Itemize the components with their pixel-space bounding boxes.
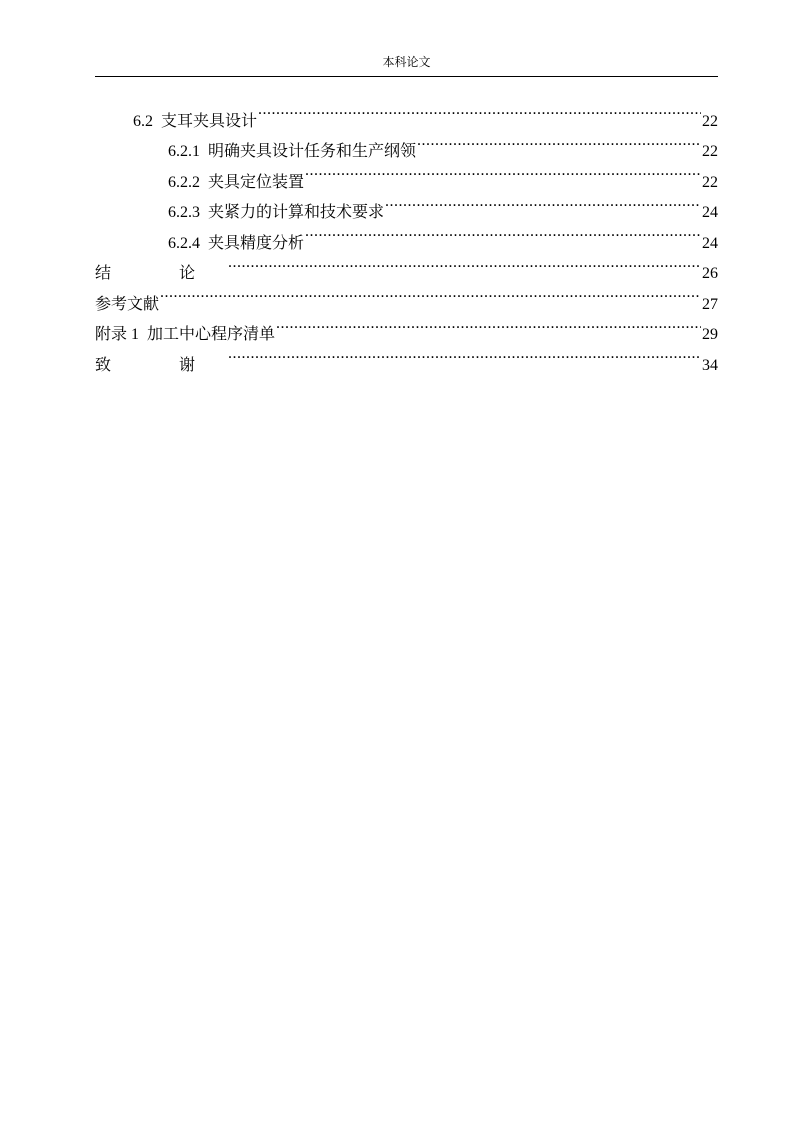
toc-entry-references[interactable] — [95, 278, 718, 313]
toc-entry-title: 支耳夹具设计 — [161, 112, 258, 130]
table-of-contents — [95, 95, 718, 374]
dot-leader — [228, 248, 701, 279]
toc-entry-6-2-2[interactable] — [95, 156, 718, 191]
dot-leader — [305, 156, 701, 187]
toc-entry-conclusion[interactable] — [95, 248, 718, 282]
toc-entry-6-2-4[interactable] — [95, 217, 718, 252]
toc-entry-number: 6.2 — [133, 112, 153, 130]
toc-entry-page: 24 — [702, 204, 718, 221]
dot-leader — [417, 126, 701, 157]
dot-leader — [385, 187, 701, 218]
toc-entry-page: 34 — [702, 356, 718, 374]
dot-leader — [258, 95, 701, 126]
toc-entry-6-2-3[interactable] — [95, 187, 718, 221]
toc-entry-title: 夹紧力的计算和技术要求 — [208, 204, 385, 221]
toc-entry-title: 夹具精度分析 — [208, 234, 305, 252]
toc-entry-title: 夹具定位装置 — [208, 173, 305, 191]
toc-entry-page: 29 — [702, 326, 718, 343]
toc-entry-title: 结 论 — [95, 265, 228, 282]
toc-entry-page: 22 — [702, 173, 718, 191]
toc-entry-number: 6.2.4 — [168, 234, 200, 252]
toc-entry-number: 6.2.1 — [168, 143, 200, 160]
toc-entry-title: 加工中心程序清单 — [147, 326, 276, 343]
header-rule — [95, 76, 718, 77]
toc-entry-page: 27 — [702, 295, 718, 313]
toc-entry-title: 参考文献 — [95, 295, 160, 313]
toc-entry-6-2-1[interactable] — [95, 126, 718, 160]
dot-leader — [228, 339, 701, 370]
dot-leader — [305, 217, 701, 248]
toc-entry-title: 致 谢 — [95, 356, 228, 374]
toc-entry-title: 明确夹具设计任务和生产纲领 — [208, 143, 417, 160]
toc-entry-appendix-1[interactable] — [95, 309, 718, 343]
toc-entry-page: 22 — [702, 143, 718, 160]
toc-entry-acknowledgements[interactable] — [95, 339, 718, 374]
toc-entry-number: 附录 1 — [95, 326, 140, 343]
toc-entry-page: 26 — [702, 265, 718, 282]
page-header: 本科论文 — [382, 55, 431, 69]
dot-leader — [276, 309, 701, 340]
toc-entry-number: 6.2.3 — [168, 204, 200, 221]
toc-entry-page: 24 — [702, 234, 718, 252]
toc-entry-6-2[interactable] — [95, 95, 718, 130]
dot-leader — [160, 278, 701, 309]
toc-entry-number: 6.2.2 — [168, 173, 200, 191]
toc-entry-page: 22 — [702, 112, 718, 130]
